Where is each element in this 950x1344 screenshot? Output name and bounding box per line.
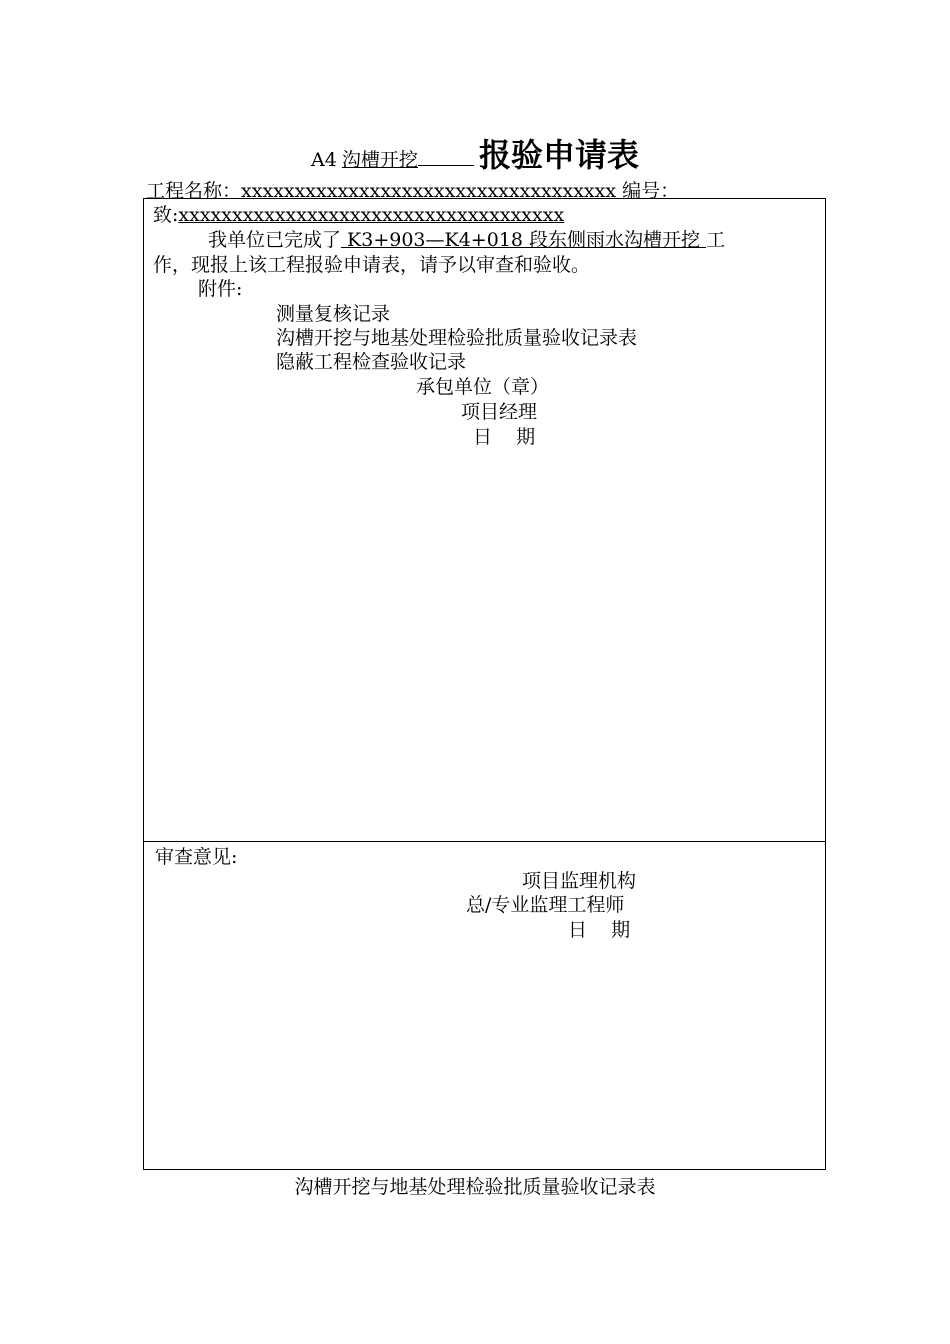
application-date: 日 期 xyxy=(473,426,536,448)
form-code: A4 xyxy=(310,149,337,171)
work-item: 沟槽开挖 xyxy=(341,149,418,171)
completed-work: K3+903—K4+018 段东侧雨水沟槽开挖 xyxy=(341,229,707,251)
section-divider xyxy=(143,841,826,842)
review-opinion-label: 审查意见: xyxy=(155,846,238,868)
statement-line-2: 作，现报上该工程报验申请表，请予以审查和验收。 xyxy=(153,254,591,276)
statement-suffix: 工 xyxy=(706,229,726,251)
next-form-caption: 沟槽开挖与地基处理检验批质量验收记录表 xyxy=(294,1176,656,1198)
attachment-item: 沟槽开挖与地基处理检验批质量验收记录表 xyxy=(276,327,638,349)
supervising-engineer: 总/专业监理工程师 xyxy=(466,894,625,916)
form-title-line xyxy=(0,130,950,176)
form-title: 报验申请表 xyxy=(479,136,640,174)
to-line xyxy=(153,203,564,227)
attachment-item: 隐蔽工程检查验收记录 xyxy=(276,351,467,373)
attachments-label: 附件: xyxy=(198,278,243,300)
project-name-value: xxxxxxxxxxxxxxxxxxxxxxxxxxxxxxxxxxx xyxy=(241,180,617,202)
project-manager: 项目经理 xyxy=(461,401,538,423)
supervision-organization: 项目监理机构 xyxy=(522,870,637,892)
statement-line-1 xyxy=(208,228,725,252)
review-date: 日 期 xyxy=(568,919,631,941)
contractor-seal: 承包单位（章） xyxy=(416,376,550,398)
to-label: 致: xyxy=(153,204,179,226)
title-underline xyxy=(418,164,474,166)
statement-prefix: 我单位已完成了 xyxy=(208,229,342,251)
to-value: xxxxxxxxxxxxxxxxxxxxxxxxxxxxxxxxxxxx xyxy=(178,204,565,226)
project-name-label: 工程名称： xyxy=(146,180,242,202)
number-label: 编号： xyxy=(622,180,680,202)
attachment-item: 测量复核记录 xyxy=(276,303,391,325)
